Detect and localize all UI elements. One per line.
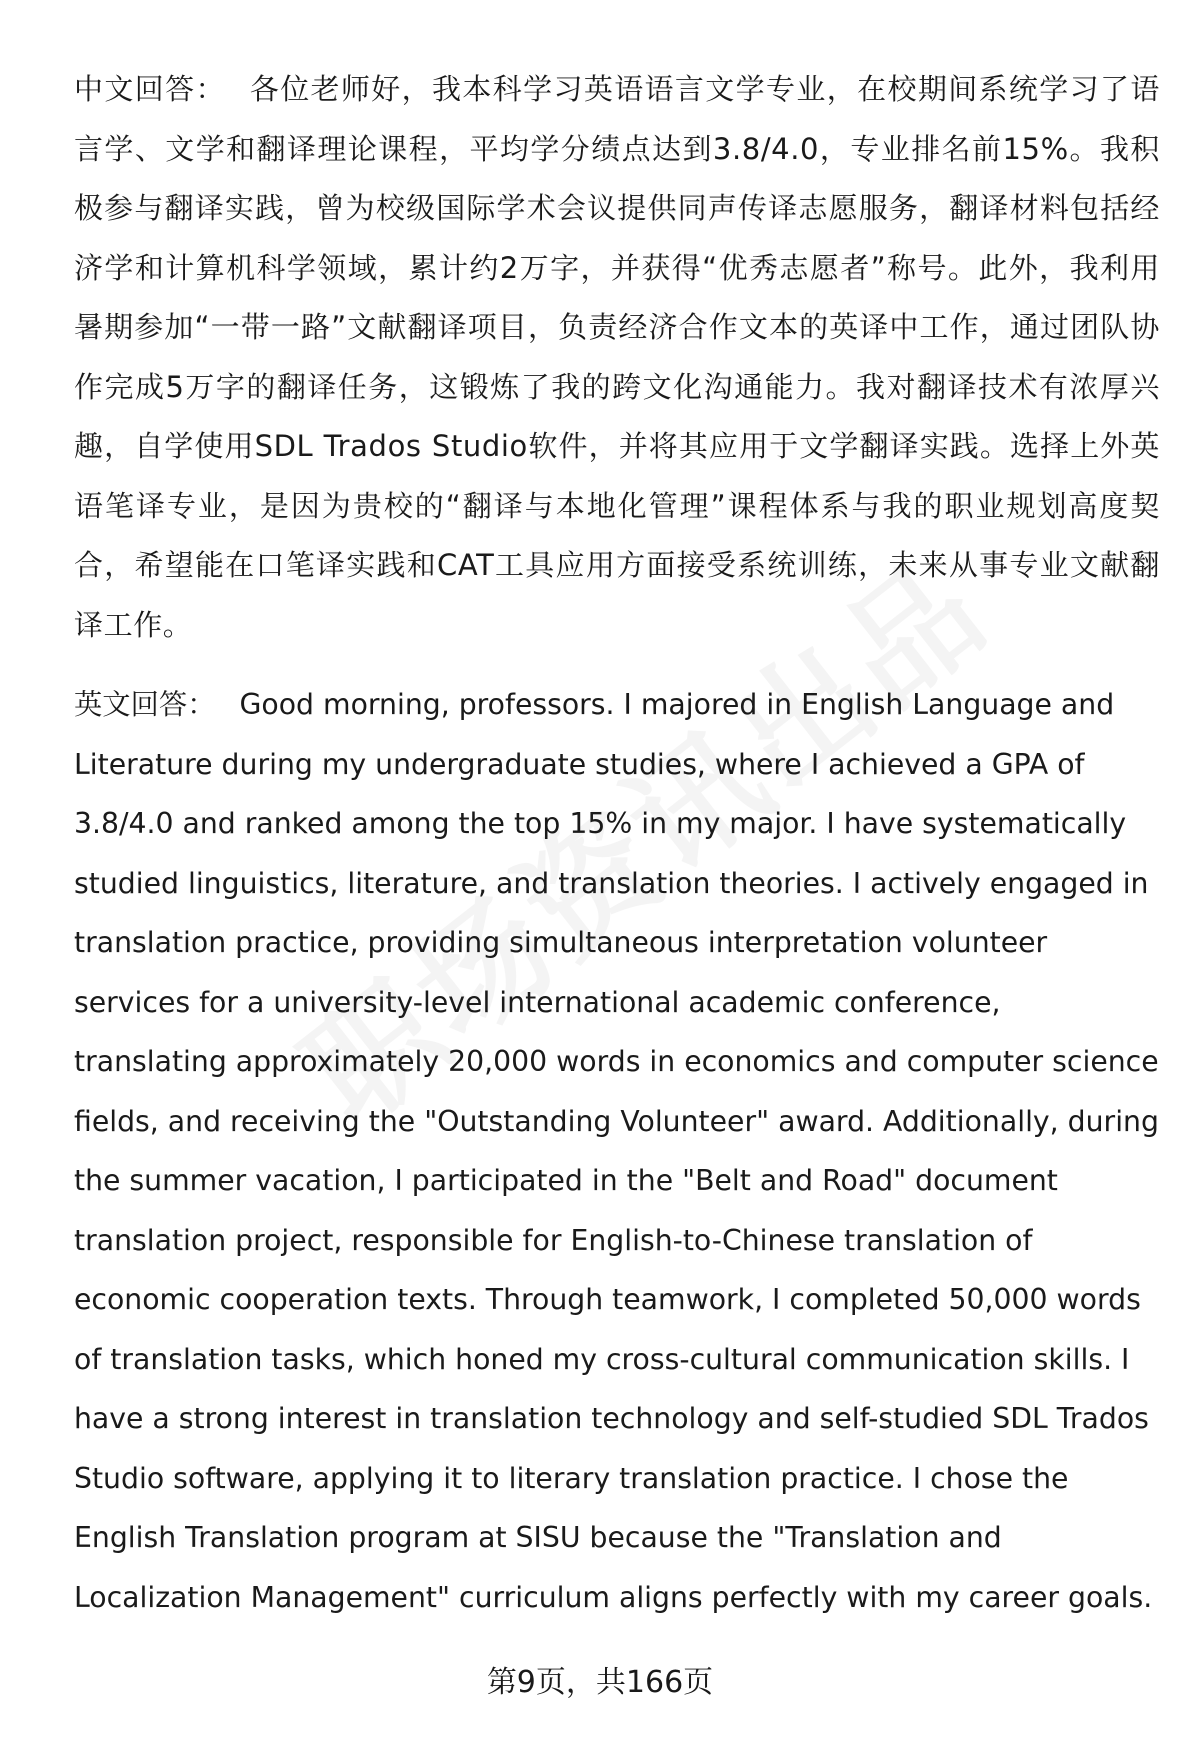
document-body xyxy=(74,60,1160,1627)
english-answer-paragraph xyxy=(74,675,1160,1627)
chinese-answer-label: 中文回答： xyxy=(74,72,226,106)
english-answer-text: Good morning, professors. I majored in English Language and Literature during my undergraduate studies, where I achieved a GPA of 3.8/4.0 and ranked among the top 15% in my major. I have systematically studied linguistics, literature, and translation theories. I actively engaged in translation practice, providing simultaneous interpretation volunteer services for a university-level international academic conference, translating approximately 20,000 words in economics and computer science fields, and receiving the "Outstanding Volunteer" award. Additionally, during the summer vacation, I participated in the "Belt and Road" document translation project, responsible for English-to-Chinese translation of economic cooperation texts. Through teamwork, I completed 50,000 words of translation tasks, which honed my cross-cultural communication skills. I have a strong interest in translation technology and self-studied SDL Trados Studio software, applying it to literary translation practice. I chose the English Translation program at SISU because the "Translation and Localization Management" curriculum aligns perfectly with my career goals. xyxy=(74,688,1159,1614)
page-footer xyxy=(0,1663,1200,1703)
chinese-answer-text: 各位老师好，我本科学习英语语言文学专业，在校期间系统学习了语言学、文学和翻译理论课程，平均学分绩点达到3.8/4.0，专业排名前15%。我积极参与翻译实践，曾为校级国际学术会议提供同声传译志愿服务，翻译材料包括经济学和计算机科学领域，累计约2万字，并获得“优秀志愿者”称号。此外，我利用暑期参加“一带一路”文献翻译项目，负责经济合作文本的英译中工作，通过团队协作完成5万字的翻译任务，这锻炼了我的跨文化沟通能力。我对翻译技术有浓厚兴趣，自学使用SDL Trados Studio软件，并将其应用于文学翻译实践。选择上外英语笔译专业，是因为贵校的“翻译与本地化管理”课程体系与我的职业规划高度契合，希望能在口笔译实践和CAT工具应用方面接受系统训练，未来从事专业文献翻译工作。 xyxy=(74,72,1160,642)
english-answer-label: 英文回答： xyxy=(74,688,216,721)
page-number: 第9页，共166页 xyxy=(486,1665,714,1700)
chinese-answer-paragraph xyxy=(74,60,1160,655)
